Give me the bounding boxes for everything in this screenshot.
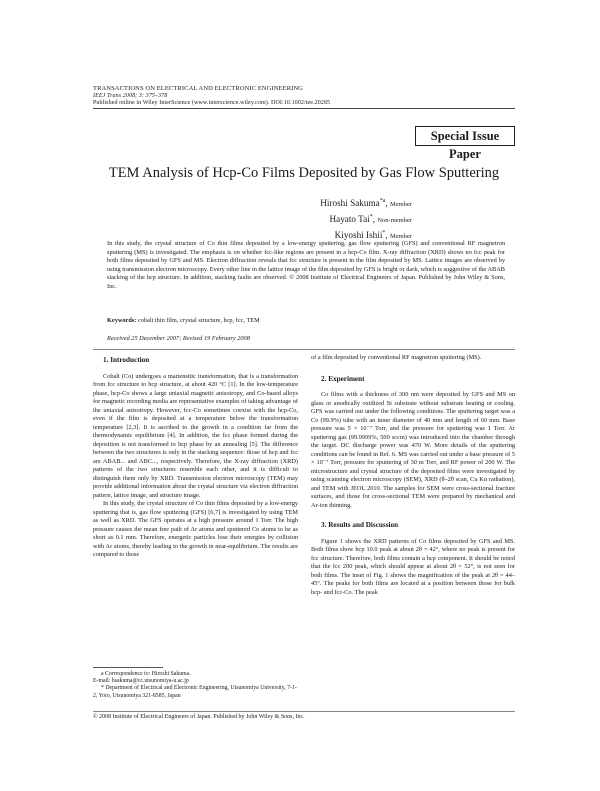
author-name: Hayato Tai	[329, 214, 370, 225]
received-dates: Received 25 December 2007; Revised 19 February 2008	[107, 335, 250, 342]
section-heading-results: 3. Results and Discussion	[321, 521, 399, 529]
author-mark: *a	[379, 198, 386, 204]
experiment-paragraph: Co films with a thickness of 300 nm were deposited by GFS and MS on glass or anodically oxidized Si substrate without substrate heating or cooling. GFS was carried out under the following conditions. The sputtering target was a Co (99.9%) tube with an inner diameter of 40 mm and length of 60 mm. Base pressure was 5 × 10⁻⁷ Torr, and the pressure for sputtering was 1 Torr. Ar sputtering gas (99.9999%, 500 sccm) was introduced into the chamber through the target. DC discharge power was 470 W. More details of the sputtering conditions can be found in Ref. 6. MS was carried out under a base pressure of 5 × 10⁻⁷ Torr, pressure for sputtering of 30 m Torr, and RF power of 200 W. The microstructure and crystal structure of the deposited films were investigated by using scanning electron microscopy (SEM), XRD (θ–2θ scan, Cu Kα radiation), and TEM with JEOL 2010. The samples for SEM were cross-sectional fracture surfaces, and those for cross-sectional TEM were prepared by mechanical and Ar-ion thinning.	[311, 391, 515, 509]
results-paragraph: Figure 1 shows the XRD patterns of Co films deposited by GFS and MS. Both films show hcp 10.0 peak at about 2θ = 42°, where no peak is present for fcc structure. Therefore, both films contain a hcp component. It should be noted that the fcc 200 peak, which should appear at about 2θ = 52°, is not seen for both films. The inset of Fig. 1 shows the magnification of the peak at 2θ = 44–45°. The peaks for both films are located at a position between those for bulk hcp- and fcc-Co. The peak	[311, 537, 515, 596]
keywords-text: cobalt thin film, crystal structure, hcp, fcc, TEM	[137, 317, 260, 324]
continued-text: of a film deposited by conventional RF magnetron sputtering (MS).	[311, 354, 482, 361]
affiliation-note: * Department of Electrical and Electronic Engineering, Utsunomiya University, 7-1-2, Yoto, Utsunomiya 321-8585, Japan	[93, 685, 297, 699]
author-row: Hayato Tai*, Non-member	[329, 214, 412, 225]
author-list	[200, 195, 412, 243]
keywords	[107, 317, 505, 325]
right-column	[311, 354, 515, 597]
footer-divider	[93, 711, 515, 712]
author-role: Member	[389, 201, 412, 209]
section-heading-experiment: 2. Experiment	[321, 374, 365, 383]
author-name: Hiroshi Sakuma	[320, 198, 380, 209]
author-role: Member	[389, 233, 412, 241]
journal-header	[93, 85, 330, 108]
doi-line: Published online in Wiley InterScience (www.interscience.wiley.com). DOI:10.1002/tee.20285	[93, 100, 331, 106]
footnotes	[93, 671, 298, 700]
author-row: Hiroshi Sakuma$^{*a}$, Member	[320, 198, 412, 209]
special-issue-badge: Special Issue Paper	[415, 126, 515, 146]
author-name: Kiyoshi Ishii	[334, 230, 383, 241]
author-role: Non-member	[377, 217, 412, 225]
journal-citation: IEEJ Trans 2008; 3: 375–378	[93, 92, 168, 99]
abstract-divider	[93, 349, 515, 350]
paper-title: TEM Analysis of Hcp-Co Films Deposited by Gas Flow Sputtering	[108, 165, 500, 181]
author-mark: *	[369, 214, 373, 221]
correspondence-note: a Correspondence to: Hiroshi Sakuma.	[101, 671, 191, 677]
copyright-footer: © 2008 Institute of Electrical Engineers of Japan. Published by John Wiley & Sons, Inc.	[93, 714, 305, 720]
email-note: E-mail: hsakuma@cc.utsunomiya-u.ac.jp	[93, 678, 189, 685]
abstract: In this study, the crystal structure of Co thin films deposited by a low-energy sputtering, gas flow sputtering (GFS) and conventional RF magnetron sputtering (MS) is investigated. The emphasis is on whether fcc-like regions are present in a hcp-Co film. X-ray diffraction (XRD) shows no fcc peak for both films deposited by GFS and MS. Electron diffraction reveals that fcc structure is present in the film deposited by MS. Lattice images are observed by using transmission electron microscopy. Every other line in the lattice image of the film deposited by GFS is bright or dark, which is suggestive of the ABAB stacking of the hcp structure. In addition, stacking faults are observed. © 2008 Institute of Electrical Engineers of Japan. Published by John Wiley & Sons, Inc.	[107, 240, 505, 290]
journal-name: TRANSACTIONS ON ELECTRICAL AND ELECTRONIC ENGINEERING	[93, 85, 303, 92]
header-divider	[93, 108, 515, 109]
author-row: Kiyoshi Ishii*, Member	[334, 230, 412, 241]
intro-paragraph-2: In this study, the crystal structure of Co thin films deposited by a low-energy sputtering that is, gas flow sputtering (GFS) [6,7] is investigated by using TEM as well as XRD. The GFS operates at a high pressure around 1 Torr. The high pressure causes the mean free path of Ar atoms and sputtered Co atoms to be as short as 0.1 mm. Therefore, energetic particles lose their energies by collision with Ar atoms, thereby leading to the growth in near-equilibrium. The results are compared to those	[93, 500, 298, 558]
footnote-divider	[93, 667, 163, 668]
keywords-label: Keywords:	[107, 317, 137, 324]
intro-paragraph-1: Cobalt (Co) undergoes a martensitic transformation, that is a transformation from fcc structure to hcp structure, at about 420 °C [1]. In the low-temperature phase, hcp-Co shows a large uniaxial magnetic anisotropy, and Co-based alloys for magnetic recording media are representative examples of taking advantage of the uniaxial anisotropy. However, fcc-Co sometimes coexist with the hcp-Co, even if the film is deposited at a temperature below the transformation temperature [2,3]. It is ascribed to the growth in a condition far from the thermodynamic equilibrium [4]. In addition, the fcc phase formed during the deposition is not transformed to hcp phase by an annealing [5]. The difference between the two structures is only in the stacking sequence: those of hcp and fcc are ABAB... and ABC..., respectively. Therefore, the X-ray diffraction (XRD) patterns of the two structures resemble each other, and it is difficult to distinguish them only by XRD. Transmission electron microscopy (TEM) may provide additional information about the crystal structure via electron diffraction pattern, lattice image, and structure image.	[93, 372, 298, 499]
author-mark: *	[382, 230, 386, 237]
left-column	[93, 356, 298, 560]
section-heading-introduction: 1. Introduction	[103, 356, 150, 364]
